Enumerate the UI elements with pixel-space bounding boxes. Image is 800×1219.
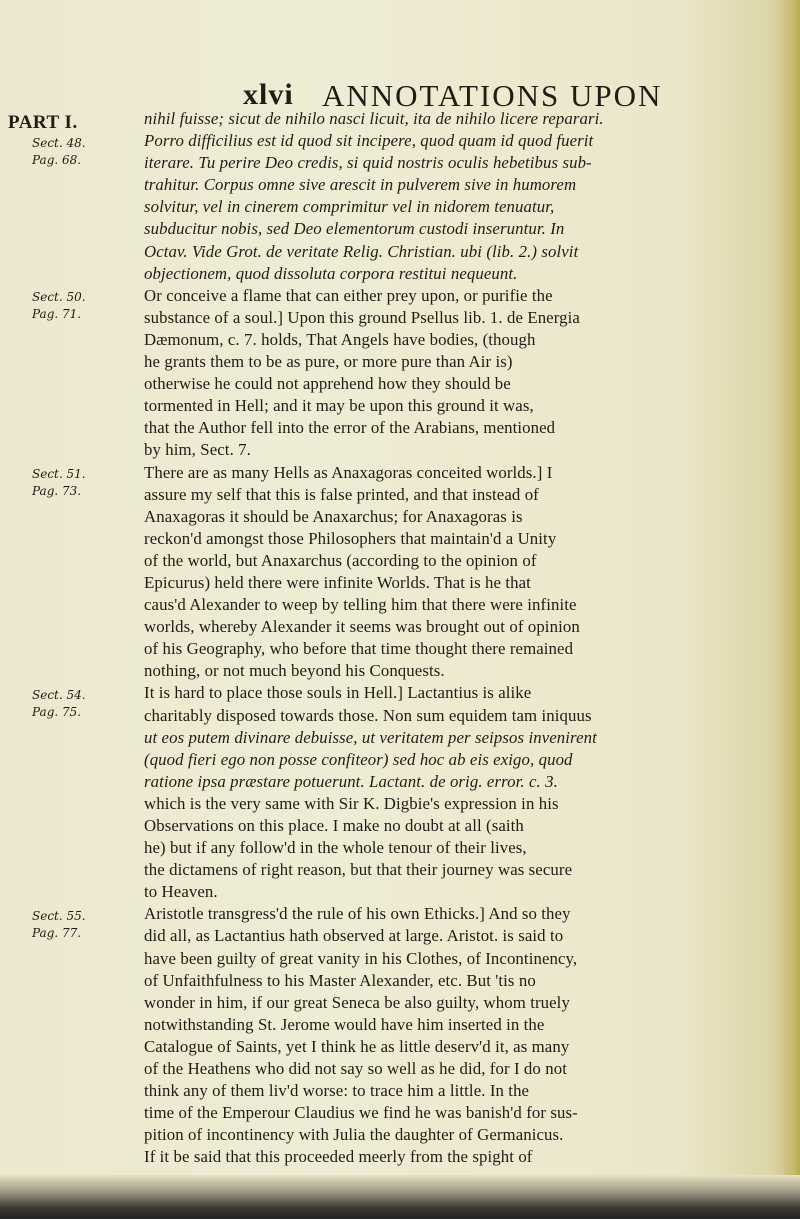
text-line: Dæmonum, c. 7. holds, That Angels have bodies, (though [144,329,536,349]
text-line: have been guilty of great vanity in his Clothes, of Incontinency, [144,948,578,968]
text-line: Aristotle transgress'd the rule of his own Ethicks.] And so they [144,904,571,924]
text-line: Observations on this place. I make no doubt at all (saith [144,816,524,835]
text-line: ratione ipsa præstare potuerunt. Lactant. de orig. error. c. 3. [144,771,558,791]
margin-pag: Pag. 73. [32,484,82,498]
text-line: notwithstanding St. Jerome would have him inserted in the [144,1014,545,1034]
text-line: Anaxagoras it should be Anaxarchus; for Anaxagoras is [144,506,523,526]
text-line: of Unfaithfulness to his Master Alexander, etc. But 'tis no [144,970,536,990]
text-line: subducitur nobis, sed Deo elementorum custodi inseruntur. In [144,219,565,239]
text-line: Or conceive a flame that can either prey upon, or purifie the [144,285,553,305]
page-folio: xlvi [243,78,294,111]
text-line: by him, Sect. 7. [144,440,251,460]
text-line: he grants them to be as pure, or more pure than Air is) [144,352,513,372]
margin-sect: Sect. 54. [32,688,86,702]
text-line: ut eos putem divinare debuisse, ut veritatem per seipsos invenirent [144,727,597,747]
text-line: he) but if any follow'd in the whole tenour of their lives, [144,838,527,858]
text-line: Epicurus) held there were infinite Worlds. That is he that [144,572,531,592]
margin-sect: Sect. 48. [32,136,86,150]
margin-note-sect-55 [32,908,86,942]
text-line: did all, as Lactantius hath observed at large. Aristot. is said to [144,926,564,946]
text-line: It is hard to place those souls in Hell.] Lactantius is alike [144,683,532,703]
text-line: worlds, whereby Alexander it seems was brought out of opinion [144,617,580,637]
text-line: time of the Emperour Claudius we find he was banish'd for sus- [144,1103,578,1123]
text-line: the dictamens of right reason, but that their journey was secure [144,860,573,880]
text-line: objectionem, quod dissoluta corpora restitui nequeunt. [144,263,518,283]
margin-sect: Sect. 50. [32,290,86,304]
text-line: think any of them liv'd worse: to trace him a little. In the [144,1081,530,1101]
text-line: nihil fuisse; sicut de nihilo nasci licuit, ita de nihilo licere reparari. [144,109,604,128]
text-line: of the world, but Anaxarchus (according to the opinion of [144,550,537,570]
scan-bottom-edge [0,1175,800,1219]
text-line: charitably disposed towards those. Non sum equidem tam iniquus [144,705,592,725]
text-line: trahitur. Corpus omne sive arescit in pulverem sive in humorem [144,175,577,195]
margin-note-sect-50 [32,289,86,323]
text-line: iterare. Tu perire Deo credis, si quid nostris oculis hebetibus sub- [144,153,592,173]
running-head: ANNOTATIONS UPON [322,78,663,113]
margin-pag: Pag. 68. [32,153,82,167]
text-line: of his Geography, who before that time thought there remained [144,639,574,659]
text-line: to Heaven. [144,882,218,902]
margin-pag: Pag. 75. [32,705,82,719]
text-line: substance of a soul.] Upon this ground Psellus lib. 1. de Energia [144,307,580,327]
text-line: of the Heathens who did not say so well as he did, for I do not [144,1059,567,1079]
margin-sect: Sect. 51. [32,467,86,481]
text-line: (quod fieri ego non posse confiteor) sed hoc ab eis exigo, quod [144,749,573,769]
text-line: wonder in him, if our great Seneca be also guilty, whom truely [144,992,570,1012]
text-line: Catalogue of Saints, yet I think he as little deserv'd it, as many [144,1036,570,1056]
text-line: reckon'd amongst those Philosophers that maintain'd a Unity [144,528,557,548]
text-line: which is the very same with Sir K. Digbie's expression in his [144,793,559,813]
page-edge-shadow [782,0,800,1219]
text-line: There are as many Hells as Anaxagoras conceited worlds.] I [144,462,553,482]
text-line: caus'd Alexander to weep by telling him that there were infinite [144,595,577,615]
text-line: Octav. Vide Grot. de veritate Relig. Christian. ubi (lib. 2.) solvit [144,241,579,261]
text-line: assure my self that this is false printed, and that instead of [144,484,539,504]
margin-pag: Pag. 71. [32,307,82,321]
margin-note-sect-51 [32,466,86,500]
text-line: that the Author fell into the error of the Arabians, mentioned [144,418,556,438]
text-line: Porro difficilius est id quod sit incipere, quod quam id quod fuerit [144,131,594,151]
text-line: pition of incontinency with Julia the daughter of Germanicus. [144,1125,564,1145]
part-label: PART I. [8,112,78,133]
annotation-text [144,108,764,1169]
text-line: tormented in Hell; and it may be upon this ground it was, [144,396,534,416]
margin-pag: Pag. 77. [32,926,82,940]
text-line: otherwise he could not apprehend how they should be [144,374,511,394]
margin-note-sect-54 [32,687,86,721]
text-line: If it be said that this proceeded meerly from the spight of [144,1147,533,1167]
margin-note-sect-48 [32,135,86,169]
margin-sect: Sect. 55. [32,909,86,923]
text-line: nothing, or not much beyond his Conquests. [144,661,445,681]
text-line: solvitur, vel in cinerem comprimitur vel in nidorem tenuatur, [144,197,555,217]
